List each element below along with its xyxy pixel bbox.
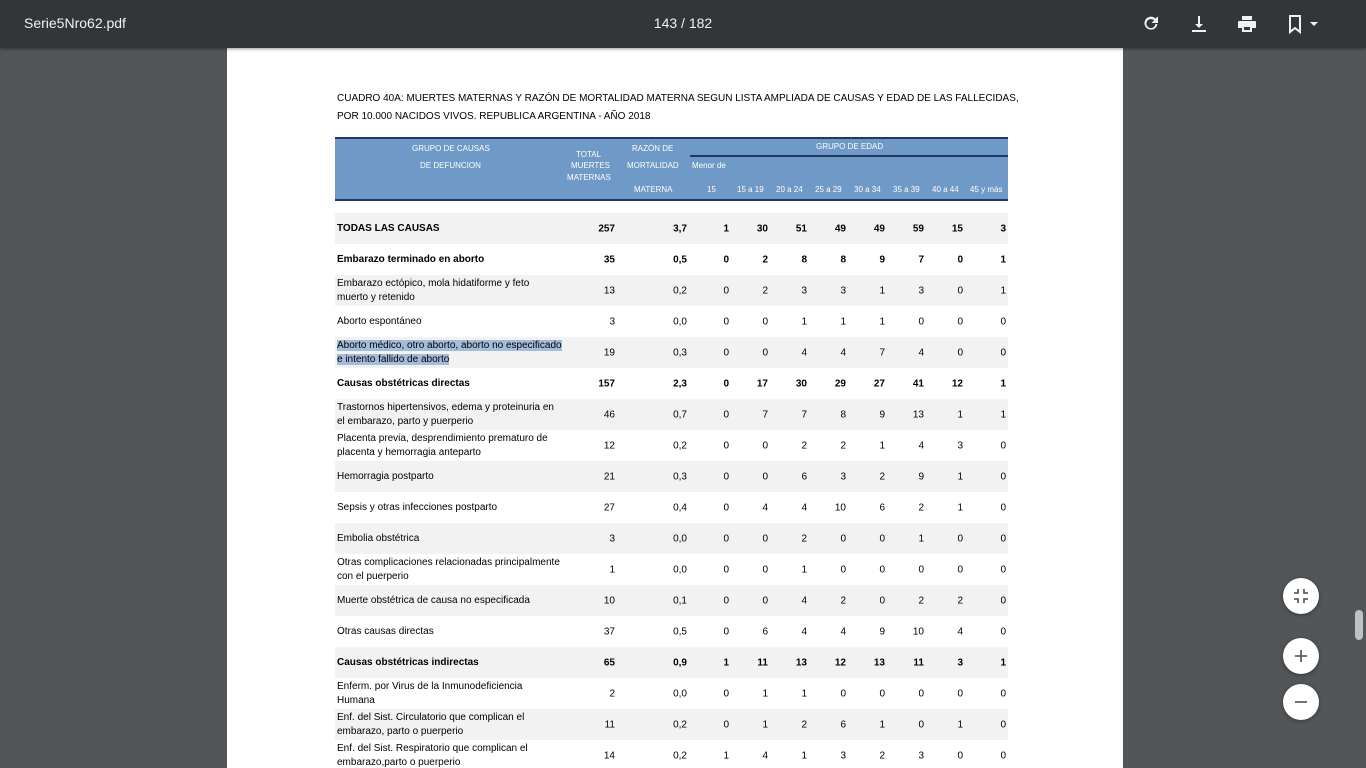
rotate-icon — [1139, 12, 1163, 36]
cell-age-group: 0 — [840, 533, 846, 544]
cell-age-group: 1 — [879, 285, 885, 296]
cell-age-group: 0 — [1000, 316, 1006, 327]
cell-age-group: 0 — [723, 595, 729, 606]
cell-razon: 2,3 — [673, 378, 687, 389]
row-label — [337, 315, 562, 329]
cell-age-group: 2 — [762, 254, 768, 265]
table-row — [335, 523, 1008, 554]
cell-age-group: 1 — [723, 223, 729, 234]
cell-age-group: 0 — [957, 254, 963, 265]
cell-age-group: 2 — [801, 719, 807, 730]
cell-age-group: 0 — [723, 502, 729, 513]
cell-total: 11 — [604, 719, 615, 730]
header-age-45-mas: 45 y más — [970, 185, 1003, 194]
cell-age-group: 2 — [879, 471, 885, 482]
cell-razon: 0,2 — [673, 750, 687, 761]
cell-total: 35 — [603, 254, 615, 265]
table-row — [335, 244, 1008, 275]
row-label — [337, 470, 562, 484]
row-label-text: Aborto médico, otro aborto, aborto no especificado e intento fallido de aborto — [337, 339, 562, 365]
cell-age-group: 4 — [840, 347, 846, 358]
table-header — [335, 137, 1008, 201]
cell-total: 19 — [603, 347, 615, 358]
cell-age-group: 1 — [762, 719, 768, 730]
cell-age-group: 0 — [957, 688, 963, 699]
cell-age-group: 4 — [918, 440, 924, 451]
cell-age-group: 9 — [879, 626, 885, 637]
cell-age-group: 0 — [957, 347, 963, 358]
table-row — [335, 554, 1008, 585]
cell-age-group: 13 — [912, 409, 924, 420]
row-label-text: Otras causas directas — [337, 625, 434, 637]
cell-razon: 0,7 — [673, 409, 687, 420]
row-label-text: Muerte obstétrica de causa no especificada — [337, 594, 530, 606]
cell-age-group: 1 — [801, 750, 807, 761]
cell-razon: 0,2 — [673, 719, 687, 730]
cell-age-group: 9 — [879, 409, 885, 420]
cell-age-group: 9 — [879, 254, 885, 265]
cell-age-group: 0 — [1000, 719, 1006, 730]
cell-age-group: 2 — [840, 595, 846, 606]
cell-age-group: 1 — [957, 502, 963, 513]
cell-total: 37 — [603, 626, 615, 637]
zoom-out-button[interactable] — [1283, 684, 1319, 720]
header-age-40-44: 40 a 44 — [932, 185, 959, 194]
row-label-text: Causas obstétricas directas — [337, 377, 470, 389]
row-label-text: Enf. del Sist. Respiratorio que complican el embarazo,parto o puerperio — [337, 742, 528, 768]
row-label — [337, 222, 562, 236]
table-body — [335, 213, 1008, 768]
cell-age-group: 30 — [795, 378, 807, 389]
cell-age-group: 11 — [757, 657, 768, 668]
cell-age-group: 4 — [801, 502, 807, 513]
cell-total: 257 — [598, 223, 615, 234]
download-icon — [1187, 12, 1211, 36]
cell-age-group: 0 — [957, 316, 963, 327]
cell-age-group: 3 — [918, 285, 924, 296]
cell-age-group: 0 — [918, 688, 924, 699]
cell-age-group: 0 — [723, 471, 729, 482]
cell-age-group: 2 — [762, 285, 768, 296]
cell-total: 157 — [598, 378, 615, 389]
cell-razon: 0,0 — [673, 564, 687, 575]
cell-razon: 0,3 — [673, 471, 687, 482]
table-row — [335, 616, 1008, 647]
cell-age-group: 8 — [840, 409, 846, 420]
cell-age-group: 0 — [879, 688, 885, 699]
header-razon-line3: MATERNA — [634, 185, 673, 194]
cell-age-group: 7 — [918, 254, 924, 265]
pdf-toolbar — [0, 0, 1366, 48]
cell-age-group: 3 — [918, 750, 924, 761]
cell-age-group: 0 — [723, 378, 729, 389]
cell-age-group: 7 — [762, 409, 768, 420]
cell-age-group: 0 — [957, 285, 963, 296]
cell-age-group: 1 — [801, 564, 807, 575]
cell-age-group: 0 — [1000, 626, 1006, 637]
minus-icon — [1291, 692, 1311, 712]
rotate-button[interactable] — [1139, 12, 1163, 36]
cell-total: 10 — [603, 595, 615, 606]
cell-age-group: 10 — [834, 502, 846, 513]
table-row — [335, 647, 1008, 678]
cell-age-group: 0 — [918, 719, 924, 730]
bookmark-menu-button[interactable] — [1283, 12, 1323, 36]
cell-age-group: 0 — [1000, 533, 1006, 544]
cell-age-group: 1 — [840, 316, 846, 327]
table-row — [335, 275, 1008, 306]
cell-age-group: 6 — [801, 471, 807, 482]
header-menor-line1: Menor de — [692, 161, 726, 170]
cell-age-group: 41 — [912, 378, 924, 389]
file-title: Serie5Nro62.pdf — [24, 15, 126, 31]
cell-age-group: 0 — [957, 750, 963, 761]
cell-razon: 0,5 — [673, 626, 687, 637]
header-total-line3: MATERNAS — [567, 173, 611, 182]
cell-age-group: 13 — [873, 657, 885, 668]
cell-age-group: 0 — [957, 564, 963, 575]
scrollbar-thumb[interactable] — [1355, 610, 1363, 640]
cell-age-group: 0 — [723, 347, 729, 358]
cell-razon: 0,1 — [673, 595, 687, 606]
table-row — [335, 399, 1008, 430]
header-menor-line2: 15 — [707, 185, 716, 194]
header-razon-line1: RAZÓN DE — [632, 144, 674, 153]
row-label — [337, 401, 562, 429]
cell-age-group: 0 — [723, 533, 729, 544]
cell-age-group: 2 — [957, 595, 963, 606]
cell-age-group: 0 — [1000, 688, 1006, 699]
cell-age-group: 29 — [834, 378, 846, 389]
cell-total: 13 — [603, 285, 615, 296]
vertical-scrollbar[interactable] — [1352, 48, 1366, 768]
cell-total: 27 — [603, 502, 615, 513]
cell-age-group: 0 — [723, 285, 729, 296]
row-label — [337, 711, 562, 739]
header-divider — [690, 155, 1008, 157]
cell-age-group: 12 — [834, 657, 846, 668]
print-icon — [1235, 12, 1259, 36]
cell-age-group: 0 — [762, 316, 768, 327]
cell-age-group: 7 — [879, 347, 885, 358]
cell-age-group: 1 — [1000, 409, 1006, 420]
header-grupo-edad: GRUPO DE EDAD — [816, 142, 884, 151]
cell-age-group: 1 — [957, 471, 963, 482]
cell-age-group: 1 — [762, 688, 768, 699]
cell-age-group: 51 — [795, 223, 807, 234]
cell-age-group: 4 — [957, 626, 963, 637]
fit-to-page-icon — [1291, 586, 1311, 606]
cell-age-group: 1 — [879, 316, 885, 327]
row-label — [337, 742, 562, 768]
header-grupo-line2: DE DEFUNCION — [420, 161, 481, 170]
cell-age-group: 59 — [912, 223, 924, 234]
table-row — [335, 368, 1008, 399]
cell-age-group: 11 — [913, 657, 924, 668]
header-age-35-39: 35 a 39 — [893, 185, 920, 194]
header-age-25-29: 25 a 29 — [815, 185, 842, 194]
row-label-text: Causas obstétricas indirectas — [337, 656, 479, 668]
cell-age-group: 2 — [801, 533, 807, 544]
cell-total: 21 — [603, 471, 615, 482]
cell-age-group: 8 — [801, 254, 807, 265]
zoom-in-button[interactable] — [1283, 638, 1319, 674]
cell-age-group: 6 — [879, 502, 885, 513]
cell-razon: 3,7 — [673, 223, 687, 234]
table-row — [335, 430, 1008, 461]
table-row — [335, 740, 1008, 768]
cell-age-group: 1 — [879, 719, 885, 730]
header-grupo-line1: GRUPO DE CAUSAS — [412, 144, 490, 153]
row-label — [337, 277, 562, 305]
cell-razon: 0,5 — [673, 254, 687, 265]
row-label-text: Otras complicaciones relacionadas principalmente con el puerperio — [337, 556, 560, 582]
cell-age-group: 0 — [1000, 750, 1006, 761]
cell-age-group: 0 — [1000, 564, 1006, 575]
row-label — [337, 501, 562, 515]
header-age-15-19: 15 a 19 — [737, 185, 764, 194]
row-label — [337, 253, 562, 267]
caption-line-2: POR 10.000 NACIDOS VIVOS. REPUBLICA ARGENTINA - AÑO 2018 — [337, 111, 651, 122]
row-label-text: Trastornos hipertensivos, edema y proteinuria en el embarazo, parto y puerperio — [337, 401, 554, 427]
row-label-text: Embolia obstétrica — [337, 532, 420, 544]
cell-age-group: 4 — [801, 626, 807, 637]
row-label-text: Embarazo ectópico, mola hidatiforme y feto muerto y retenido — [337, 277, 530, 303]
row-label-text: Enferm. por Virus de la Inmunodeficiencia Humana — [337, 680, 523, 706]
cell-age-group: 15 — [951, 223, 963, 234]
cell-razon: 0,0 — [673, 316, 687, 327]
cell-age-group: 4 — [762, 502, 768, 513]
row-label — [337, 339, 562, 367]
table-row — [335, 213, 1008, 244]
table-row — [335, 461, 1008, 492]
table-row — [335, 306, 1008, 337]
row-label — [337, 432, 562, 460]
cell-total: 3 — [609, 316, 615, 327]
cell-age-group: 2 — [840, 440, 846, 451]
cell-age-group: 2 — [879, 750, 885, 761]
header-age-20-24: 20 a 24 — [776, 185, 803, 194]
cell-age-group: 0 — [723, 688, 729, 699]
header-age-30-34: 30 a 34 — [854, 185, 881, 194]
cell-age-group: 13 — [795, 657, 807, 668]
row-label — [337, 556, 562, 584]
cell-age-group: 0 — [1000, 502, 1006, 513]
header-total-line2: MUERTES — [571, 161, 610, 170]
cell-age-group: 1 — [1000, 254, 1006, 265]
print-button[interactable] — [1235, 12, 1259, 36]
caption-line-1: CUADRO 40A: MUERTES MATERNAS Y RAZÓN DE MORTALIDAD MATERNA SEGUN LISTA AMPLIADA DE CAUSAS Y EDAD DE LAS FALLECIDAS, — [337, 93, 1019, 104]
row-label — [337, 594, 562, 608]
cell-age-group: 0 — [762, 471, 768, 482]
cell-age-group: 4 — [762, 750, 768, 761]
cell-age-group: 1 — [801, 688, 807, 699]
cell-age-group: 3 — [1000, 223, 1006, 234]
cell-age-group: 1 — [1000, 285, 1006, 296]
cell-age-group: 9 — [918, 471, 924, 482]
cell-total: 46 — [603, 409, 615, 420]
cell-age-group: 0 — [918, 564, 924, 575]
cell-age-group: 0 — [918, 316, 924, 327]
cell-age-group: 0 — [762, 533, 768, 544]
cell-razon: 0,2 — [673, 440, 687, 451]
cell-age-group: 6 — [840, 719, 846, 730]
row-label-text: Enf. del Sist. Circulatorio que complican el embarazo, parto o puerperio — [337, 711, 525, 737]
cell-age-group: 4 — [840, 626, 846, 637]
cell-age-group: 3 — [957, 657, 963, 668]
cell-age-group: 0 — [723, 316, 729, 327]
cell-age-group: 12 — [951, 378, 963, 389]
cell-age-group: 1 — [918, 533, 924, 544]
cell-razon: 0,2 — [673, 285, 687, 296]
cell-age-group: 8 — [840, 254, 846, 265]
cell-age-group: 3 — [840, 285, 846, 296]
page-indicator: 143 / 182 — [653, 15, 713, 31]
cell-age-group: 0 — [723, 254, 729, 265]
bookmark-icon — [1283, 12, 1323, 36]
cell-razon: 0,0 — [673, 533, 687, 544]
cell-age-group: 0 — [840, 564, 846, 575]
row-label-text: TODAS LAS CAUSAS — [337, 222, 440, 234]
cell-age-group: 2 — [918, 595, 924, 606]
cell-age-group: 2 — [801, 440, 807, 451]
cell-age-group: 0 — [723, 626, 729, 637]
cell-age-group: 0 — [762, 595, 768, 606]
cell-age-group: 1 — [957, 409, 963, 420]
cell-age-group: 49 — [873, 223, 885, 234]
cell-age-group: 1 — [801, 316, 807, 327]
cell-age-group: 1 — [957, 719, 963, 730]
cell-age-group: 0 — [762, 564, 768, 575]
cell-age-group: 0 — [957, 533, 963, 544]
header-total-line1: TOTAL — [576, 150, 602, 159]
row-label-text: Aborto espontáneo — [337, 315, 422, 327]
cell-age-group: 3 — [840, 471, 846, 482]
cell-razon: 0,0 — [673, 688, 687, 699]
cell-total: 2 — [609, 688, 615, 699]
table-row — [335, 678, 1008, 709]
cell-total: 65 — [603, 657, 615, 668]
cell-age-group: 3 — [957, 440, 963, 451]
table-row — [335, 337, 1008, 368]
cell-age-group: 3 — [801, 285, 807, 296]
table-row — [335, 492, 1008, 523]
cell-age-group: 10 — [912, 626, 924, 637]
cell-age-group: 17 — [756, 378, 768, 389]
cell-age-group: 0 — [723, 719, 729, 730]
row-label-text: Placenta previa, desprendimiento prematuro de placenta y hemorragia anteparto — [337, 432, 548, 458]
cell-age-group: 7 — [801, 409, 807, 420]
table-row — [335, 585, 1008, 616]
cell-age-group: 0 — [879, 533, 885, 544]
cell-age-group: 2 — [918, 502, 924, 513]
cell-age-group: 0 — [1000, 595, 1006, 606]
row-label — [337, 377, 562, 391]
row-label — [337, 532, 562, 546]
cell-age-group: 0 — [879, 564, 885, 575]
cell-age-group: 0 — [762, 440, 768, 451]
cell-total: 14 — [603, 750, 615, 761]
row-label — [337, 625, 562, 639]
cell-razon: 0,3 — [673, 347, 687, 358]
cell-total: 12 — [603, 440, 615, 451]
cell-age-group: 4 — [801, 347, 807, 358]
cell-age-group: 0 — [723, 564, 729, 575]
cell-age-group: 1 — [723, 657, 729, 668]
cell-age-group: 3 — [840, 750, 846, 761]
cell-age-group: 1 — [1000, 657, 1006, 668]
row-label — [337, 680, 562, 708]
cell-age-group: 0 — [762, 347, 768, 358]
pdf-page — [227, 48, 1123, 768]
cell-age-group: 1 — [723, 750, 729, 761]
cell-age-group: 30 — [756, 223, 768, 234]
cell-age-group: 0 — [840, 688, 846, 699]
cell-age-group: 0 — [723, 409, 729, 420]
cell-age-group: 4 — [801, 595, 807, 606]
cell-age-group: 6 — [762, 626, 768, 637]
cell-age-group: 27 — [873, 378, 885, 389]
cell-age-group: 4 — [918, 347, 924, 358]
cell-age-group: 0 — [1000, 347, 1006, 358]
cell-age-group: 1 — [1000, 378, 1006, 389]
fit-page-button[interactable] — [1283, 578, 1319, 614]
cell-age-group: 0 — [879, 595, 885, 606]
row-label-text: Hemorragia postparto — [337, 470, 434, 482]
plus-icon — [1291, 646, 1311, 666]
row-label-text: Embarazo terminado en aborto — [337, 253, 485, 265]
cell-razon: 0,4 — [673, 502, 687, 513]
download-button[interactable] — [1187, 12, 1211, 36]
cell-razon: 0,9 — [673, 657, 687, 668]
row-label-text: Sepsis y otras infecciones postparto — [337, 501, 498, 513]
header-razon-line2: MORTALIDAD — [627, 161, 679, 170]
cell-age-group: 1 — [879, 440, 885, 451]
cell-total: 3 — [609, 533, 615, 544]
cell-age-group: 0 — [1000, 471, 1006, 482]
table-caption — [337, 90, 1019, 126]
table-row — [335, 709, 1008, 740]
cell-total: 1 — [609, 564, 615, 575]
cell-age-group: 0 — [1000, 440, 1006, 451]
row-label — [337, 656, 562, 670]
cell-age-group: 0 — [723, 440, 729, 451]
cell-age-group: 49 — [834, 223, 846, 234]
